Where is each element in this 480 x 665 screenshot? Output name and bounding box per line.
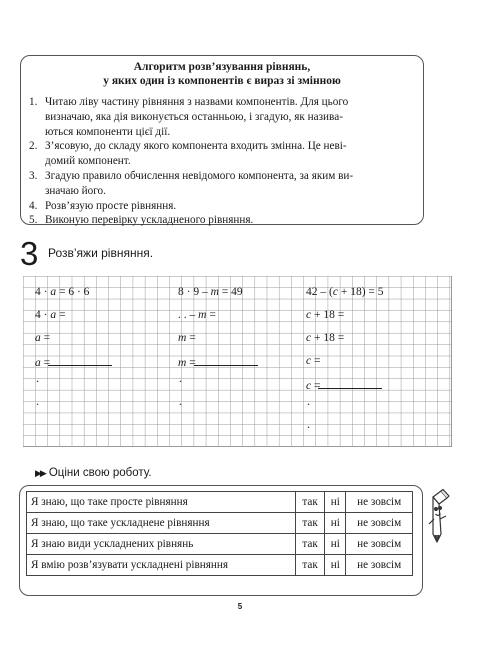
assessment-option[interactable]: ні <box>325 492 346 513</box>
algorithm-step-line: З’ясовую, до складу якого компонента входить змінна. Це невi- <box>45 140 347 153</box>
equation-variable: m <box>178 332 187 344</box>
pencil-character-icon <box>426 488 452 544</box>
equation-line <box>35 309 65 322</box>
placeholder-dot: . <box>307 417 310 431</box>
equation-suffix: = <box>311 355 321 367</box>
equation-variable: a <box>50 286 57 298</box>
self-assessment-label: Оціни свою роботу. <box>48 467 152 479</box>
equation-suffix: = <box>206 309 216 321</box>
placeholder-dot: . <box>179 371 182 385</box>
algorithm-step <box>29 169 419 199</box>
placeholder-dot: . <box>36 394 39 408</box>
assessment-option[interactable]: так <box>295 492 324 513</box>
equation-variable: m <box>198 309 207 321</box>
algorithm-step-line: Виконую перевірку ускладненого рівняння. <box>45 214 254 227</box>
assessment-option[interactable]: ні <box>325 513 346 534</box>
equation-line <box>35 332 50 345</box>
equation-line <box>306 378 382 393</box>
algorithm-step-number: 3. <box>29 169 38 182</box>
equation-suffix: = <box>56 309 66 321</box>
assessment-statement: Я знаю види ускладнених рівнянь <box>27 534 296 555</box>
algorithm-step-line: значаю його. <box>45 184 106 197</box>
equation-prefix: 4 · <box>35 309 51 321</box>
algorithm-box <box>20 55 424 225</box>
equation-line <box>178 355 258 370</box>
algorithm-step <box>29 213 419 228</box>
equation-suffix: = <box>186 332 196 344</box>
equation-suffix: = <box>186 357 196 369</box>
assessment-option[interactable]: так <box>295 534 324 555</box>
equation-suffix: = <box>40 332 51 344</box>
assessment-option[interactable]: так <box>295 513 324 534</box>
placeholder-dot: . <box>179 394 182 408</box>
equation-line <box>178 309 216 322</box>
self-assessment-box <box>19 485 423 596</box>
equation-line <box>178 286 243 299</box>
equation-line <box>178 332 196 345</box>
equation-suffix: = 49 <box>218 286 243 298</box>
algorithm-step <box>29 199 419 214</box>
assessment-option[interactable]: ні <box>325 555 346 576</box>
assessment-option[interactable]: не зовсім <box>346 534 413 555</box>
algorithm-step-line: ються компоненти цієї дії. <box>45 125 171 138</box>
assessment-row <box>27 534 413 555</box>
equation-variable: a <box>35 357 41 369</box>
equation-suffix: + 18 = <box>311 332 345 344</box>
algorithm-step-number: 5. <box>29 214 38 227</box>
assessment-option[interactable]: так <box>295 555 324 576</box>
assessment-row <box>27 513 413 534</box>
equation-suffix: + 18 = <box>311 309 345 321</box>
algorithm-step-number: 1. <box>29 96 38 108</box>
equation-prefix: 8 · 9 – <box>178 286 211 298</box>
algorithm-step <box>29 139 419 169</box>
assessment-row <box>27 555 413 576</box>
assessment-row <box>27 492 413 513</box>
equation-variable: m <box>178 357 187 369</box>
assessment-option[interactable]: не зовсім <box>346 555 413 576</box>
algorithm-step-number: 2. <box>29 140 38 153</box>
algorithm-step <box>29 95 419 139</box>
task-number: 3 <box>20 235 39 272</box>
equation-suffix: = <box>311 380 321 392</box>
equation-variable: c <box>306 355 312 367</box>
algorithm-steps-list <box>29 95 419 228</box>
equation-line <box>306 309 344 322</box>
answer-blank-line[interactable] <box>48 355 112 366</box>
equation-variable: c <box>332 286 338 298</box>
placeholder-dot: . <box>36 371 39 385</box>
equation-line <box>306 355 320 368</box>
equation-suffix: = <box>40 357 51 369</box>
equation-prefix: 42 – ( <box>306 286 333 298</box>
task-title: Розв’яжи рівняння. <box>48 246 154 260</box>
assessment-statement: Я вмію розв’язувати ускладнені рівняння <box>27 555 296 576</box>
algorithm-step-line: Згадую правило обчислення невідомого компонента, за яким ви- <box>45 169 354 182</box>
equation-suffix: = 6 · 6 <box>56 286 90 298</box>
assessment-option[interactable]: не зовсім <box>346 492 413 513</box>
assessment-statement: Я знаю, що таке ускладнене рівняння <box>27 513 296 534</box>
equation-variable: a <box>50 309 57 321</box>
equation-variable: c <box>306 309 312 321</box>
algorithm-title-line2: у яких один із компонентів є вираз зі змінною <box>103 75 341 87</box>
equation-line <box>306 332 344 345</box>
equation-variable: m <box>210 286 219 298</box>
algorithm-step-line: визначаю, яка дія виконується останньою, і згадую, як називa- <box>45 110 343 123</box>
algorithm-step-line: домий компонент. <box>45 155 131 168</box>
assessment-option[interactable]: не зовсім <box>346 513 413 534</box>
equation-suffix: + 18) = 5 <box>337 286 384 298</box>
equation-line <box>35 355 112 370</box>
answer-blank-line[interactable] <box>194 355 258 366</box>
algorithm-step-number: 4. <box>29 199 38 212</box>
equation-prefix: . . – <box>178 309 199 321</box>
algorithm-title-line1: Алгоритм розв’язування рівнянь, <box>133 61 311 73</box>
assessment-statement: Я знаю, що таке просте рівняння <box>27 492 296 513</box>
placeholder-dot: . <box>307 394 310 408</box>
equation-variable: c <box>306 332 312 344</box>
equation-line <box>35 286 89 299</box>
equation-variable: c <box>306 380 312 392</box>
self-assessment-table <box>26 491 413 576</box>
algorithm-step-line: Читаю ліву частину рівняння з назвами компонентів. Для цього <box>45 96 349 108</box>
equation-line <box>306 286 384 299</box>
equation-variable: a <box>35 332 41 344</box>
equation-prefix: 4 · <box>35 286 51 298</box>
answer-blank-line[interactable] <box>318 378 382 389</box>
assessment-option[interactable]: ні <box>325 534 346 555</box>
graph-paper-grid[interactable] <box>23 276 452 447</box>
algorithm-step-line: Розв’язую просте рівняння. <box>45 199 177 212</box>
self-assessment-prompt <box>35 467 152 479</box>
double-arrow-icon: ▶▶ <box>35 468 45 478</box>
page-number: 5 <box>237 602 243 611</box>
